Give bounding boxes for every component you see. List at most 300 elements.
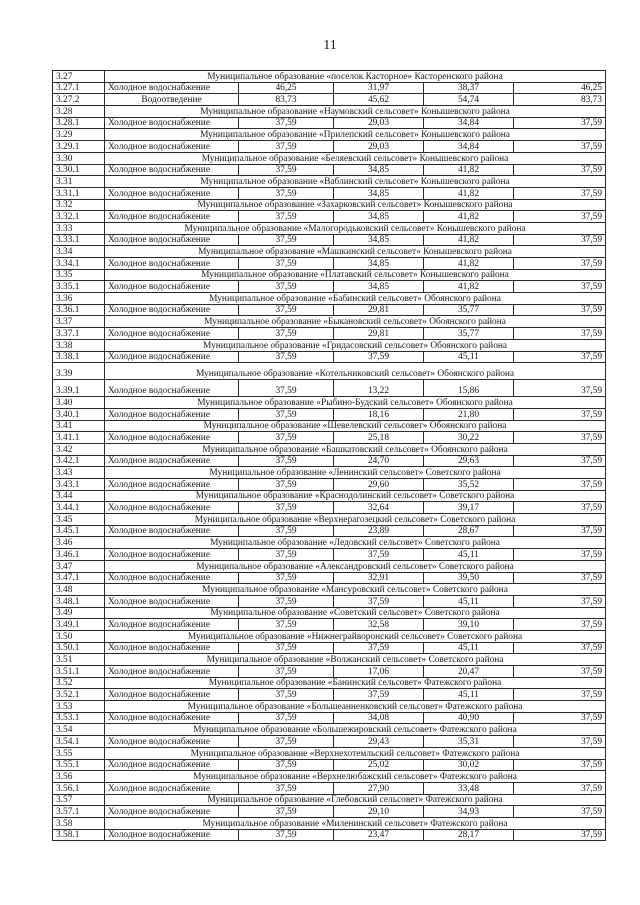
tariff-value-2: 32,91 bbox=[334, 572, 424, 584]
tariff-value-2: 37,59 bbox=[334, 549, 424, 561]
tariff-value-4: 37,59 bbox=[514, 258, 606, 270]
tariff-value-1: 37,59 bbox=[239, 549, 334, 561]
table-row bbox=[53, 736, 606, 748]
section-number: 3.53 bbox=[53, 701, 105, 713]
tariff-value-3: 34,84 bbox=[424, 117, 514, 129]
row-number: 3.57.1 bbox=[53, 806, 105, 818]
tariff-value-1: 37,59 bbox=[239, 525, 334, 537]
tariff-value-2: 25,18 bbox=[334, 432, 424, 444]
tariff-value-3: 35,52 bbox=[424, 479, 514, 491]
tariff-value-3: 35,77 bbox=[424, 304, 514, 316]
service-name: Холодное водоснабжение bbox=[105, 164, 239, 176]
tariff-value-3: 34,84 bbox=[424, 141, 514, 153]
section-row bbox=[53, 654, 606, 666]
section-number: 3.27 bbox=[53, 71, 105, 83]
table-row bbox=[53, 432, 606, 444]
section-title: Муниципальное образование «Александровский сельсовет» Советского района bbox=[105, 560, 606, 572]
section-number: 3.49 bbox=[53, 607, 105, 619]
tariff-value-2: 31,97 bbox=[334, 82, 424, 94]
tariff-value-1: 37,59 bbox=[239, 806, 334, 818]
tariff-value-2: 37,59 bbox=[334, 351, 424, 363]
tariff-value-3: 33,48 bbox=[424, 782, 514, 794]
tariff-value-2: 37,59 bbox=[334, 642, 424, 654]
tariff-value-4: 37,59 bbox=[514, 619, 606, 631]
tariff-value-3: 29,63 bbox=[424, 455, 514, 467]
tariff-table-body bbox=[53, 71, 606, 841]
section-title: Муниципальное образование «Большежировский сельсовет» Фатежского района bbox=[105, 724, 606, 736]
tariff-value-4: 83,73 bbox=[514, 94, 606, 106]
tariff-value-3: 45,11 bbox=[424, 595, 514, 607]
section-number: 3.50 bbox=[53, 630, 105, 642]
tariff-value-4: 46,25 bbox=[514, 82, 606, 94]
row-number: 3.43.1 bbox=[53, 479, 105, 491]
tariff-value-4: 37,59 bbox=[514, 234, 606, 246]
tariff-value-1: 37,59 bbox=[239, 234, 334, 246]
row-number: 3.30.1 bbox=[53, 164, 105, 176]
section-number: 3.46 bbox=[53, 537, 105, 549]
tariff-value-2: 45,62 bbox=[334, 94, 424, 106]
section-title: Муниципальное образование «Глебовский сельсовет» Фатежского района bbox=[105, 794, 606, 806]
tariff-value-2: 34,85 bbox=[334, 187, 424, 199]
section-row bbox=[53, 246, 606, 258]
section-title: Муниципальное образование «Наумовский сельсовет» Конышевского района bbox=[105, 106, 606, 118]
section-row bbox=[53, 339, 606, 351]
tariff-value-1: 37,59 bbox=[239, 782, 334, 794]
section-number: 3.39 bbox=[53, 363, 105, 380]
row-number: 3.39.1 bbox=[53, 380, 105, 397]
section-row bbox=[53, 607, 606, 619]
section-title: Муниципальное образование «Миленинский сельсовет» Фатежского района bbox=[105, 817, 606, 829]
table-row bbox=[53, 187, 606, 199]
tariff-value-4: 37,59 bbox=[514, 117, 606, 129]
tariff-value-1: 37,59 bbox=[239, 328, 334, 340]
tariff-value-2: 34,85 bbox=[334, 164, 424, 176]
section-row bbox=[53, 269, 606, 281]
service-name: Холодное водоснабжение bbox=[105, 502, 239, 514]
table-row bbox=[53, 689, 606, 701]
section-number: 3.32 bbox=[53, 199, 105, 211]
tariff-value-4: 37,59 bbox=[514, 408, 606, 420]
service-name: Холодное водоснабжение bbox=[105, 281, 239, 293]
tariff-value-2: 29,81 bbox=[334, 304, 424, 316]
section-row bbox=[53, 630, 606, 642]
section-row bbox=[53, 584, 606, 596]
row-number: 3.33.1 bbox=[53, 234, 105, 246]
table-row bbox=[53, 479, 606, 491]
section-title: Муниципальное образование «Ваблинский сельсовет» Конышевского района bbox=[105, 176, 606, 188]
tariff-value-4: 37,59 bbox=[514, 432, 606, 444]
tariff-value-4: 37,59 bbox=[514, 806, 606, 818]
tariff-value-2: 29,43 bbox=[334, 736, 424, 748]
tariff-value-4: 37,59 bbox=[514, 455, 606, 467]
tariff-value-2: 23,47 bbox=[334, 829, 424, 841]
service-name: Холодное водоснабжение bbox=[105, 572, 239, 584]
table-row bbox=[53, 380, 606, 397]
service-name: Холодное водоснабжение bbox=[105, 141, 239, 153]
section-title: Муниципальное образование «Банинский сельсовет» Фатежского района bbox=[105, 677, 606, 689]
tariff-value-3: 20,47 bbox=[424, 666, 514, 678]
tariff-value-3: 30,02 bbox=[424, 759, 514, 771]
section-number: 3.52 bbox=[53, 677, 105, 689]
tariff-value-2: 18,16 bbox=[334, 408, 424, 420]
tariff-value-1: 37,59 bbox=[239, 164, 334, 176]
table-row bbox=[53, 502, 606, 514]
section-number: 3.30 bbox=[53, 152, 105, 164]
tariff-value-1: 37,59 bbox=[239, 642, 334, 654]
row-number: 3.40.1 bbox=[53, 408, 105, 420]
section-title: Муниципальное образование «Малогородьковский сельсовет» Конышевского района bbox=[105, 222, 606, 234]
tariff-value-2: 27,90 bbox=[334, 782, 424, 794]
service-name: Холодное водоснабжение bbox=[105, 619, 239, 631]
table-row bbox=[53, 328, 606, 340]
section-number: 3.57 bbox=[53, 794, 105, 806]
tariff-value-1: 37,59 bbox=[239, 380, 334, 397]
tariff-value-1: 37,59 bbox=[239, 712, 334, 724]
tariff-value-4: 37,59 bbox=[514, 141, 606, 153]
tariff-value-2: 29,10 bbox=[334, 806, 424, 818]
table-row bbox=[53, 712, 606, 724]
tariff-value-1: 37,59 bbox=[239, 432, 334, 444]
service-name: Холодное водоснабжение bbox=[105, 666, 239, 678]
section-row bbox=[53, 514, 606, 526]
section-title: Муниципальное образование «Рыбино-Будский сельсовет» Обоянского района bbox=[105, 397, 606, 409]
tariff-value-4: 37,59 bbox=[514, 164, 606, 176]
table-row bbox=[53, 82, 606, 94]
section-number: 3.58 bbox=[53, 817, 105, 829]
tariff-value-4: 37,59 bbox=[514, 689, 606, 701]
tariff-value-4: 37,59 bbox=[514, 304, 606, 316]
section-row bbox=[53, 817, 606, 829]
tariff-value-4: 37,59 bbox=[514, 479, 606, 491]
tariff-value-3: 40,90 bbox=[424, 712, 514, 724]
section-row bbox=[53, 724, 606, 736]
section-number: 3.37 bbox=[53, 316, 105, 328]
section-row bbox=[53, 771, 606, 783]
tariff-value-1: 83,73 bbox=[239, 94, 334, 106]
table-row bbox=[53, 304, 606, 316]
tariff-value-2: 37,59 bbox=[334, 595, 424, 607]
section-number: 3.31 bbox=[53, 176, 105, 188]
tariff-value-2: 29,03 bbox=[334, 117, 424, 129]
tariff-value-3: 39,50 bbox=[424, 572, 514, 584]
tariff-value-4: 37,59 bbox=[514, 549, 606, 561]
section-row bbox=[53, 677, 606, 689]
tariff-value-1: 37,59 bbox=[239, 619, 334, 631]
row-number: 3.42.1 bbox=[53, 455, 105, 467]
section-number: 3.42 bbox=[53, 443, 105, 455]
tariff-value-2: 25,02 bbox=[334, 759, 424, 771]
table-row bbox=[53, 455, 606, 467]
tariff-table bbox=[52, 70, 606, 841]
section-row bbox=[53, 71, 606, 83]
section-row bbox=[53, 222, 606, 234]
tariff-value-2: 34,85 bbox=[334, 234, 424, 246]
section-number: 3.41 bbox=[53, 420, 105, 432]
row-number: 3.35.1 bbox=[53, 281, 105, 293]
tariff-value-1: 37,59 bbox=[239, 736, 334, 748]
section-title: Муниципальное образование «Ленинский сельсовет» Советского района bbox=[105, 467, 606, 479]
section-number: 3.43 bbox=[53, 467, 105, 479]
tariff-value-4: 37,59 bbox=[514, 782, 606, 794]
section-row bbox=[53, 794, 606, 806]
service-name: Холодное водоснабжение bbox=[105, 82, 239, 94]
service-name: Холодное водоснабжение bbox=[105, 117, 239, 129]
section-number: 3.35 bbox=[53, 269, 105, 281]
tariff-value-3: 35,31 bbox=[424, 736, 514, 748]
row-number: 3.27.1 bbox=[53, 82, 105, 94]
table-row bbox=[53, 351, 606, 363]
section-row bbox=[53, 701, 606, 713]
tariff-value-2: 34,85 bbox=[334, 281, 424, 293]
table-row bbox=[53, 806, 606, 818]
row-number: 3.56.1 bbox=[53, 782, 105, 794]
service-name: Холодное водоснабжение bbox=[105, 351, 239, 363]
table-row bbox=[53, 782, 606, 794]
tariff-value-1: 37,59 bbox=[239, 829, 334, 841]
section-title: Муниципальное образование «Краснодолинский сельсовет» Советского района bbox=[105, 490, 606, 502]
section-row bbox=[53, 747, 606, 759]
section-row bbox=[53, 316, 606, 328]
page-number: 11 bbox=[323, 38, 337, 53]
tariff-value-4: 37,59 bbox=[514, 328, 606, 340]
row-number: 3.48.1 bbox=[53, 595, 105, 607]
tariff-value-3: 45,11 bbox=[424, 642, 514, 654]
service-name: Холодное водоснабжение bbox=[105, 829, 239, 841]
service-name: Холодное водоснабжение bbox=[105, 432, 239, 444]
service-name: Холодное водоснабжение bbox=[105, 595, 239, 607]
section-title: Муниципальное образование «Волжанский сельсовет» Советского района bbox=[105, 654, 606, 666]
tariff-value-2: 29,60 bbox=[334, 479, 424, 491]
section-row bbox=[53, 397, 606, 409]
row-number: 3.28.1 bbox=[53, 117, 105, 129]
table-row bbox=[53, 572, 606, 584]
section-number: 3.55 bbox=[53, 747, 105, 759]
service-name: Холодное водоснабжение bbox=[105, 642, 239, 654]
tariff-value-2: 24,70 bbox=[334, 455, 424, 467]
table-row bbox=[53, 234, 606, 246]
tariff-value-3: 15,86 bbox=[424, 380, 514, 397]
service-name: Холодное водоснабжение bbox=[105, 525, 239, 537]
tariff-value-4: 37,59 bbox=[514, 759, 606, 771]
tariff-value-1: 37,59 bbox=[239, 141, 334, 153]
service-name: Холодное водоснабжение bbox=[105, 234, 239, 246]
section-title: Муниципальное образование «Верхнерагозецкий сельсовет» Советского района bbox=[105, 514, 606, 526]
row-number: 3.32.1 bbox=[53, 211, 105, 223]
row-number: 3.46.1 bbox=[53, 549, 105, 561]
section-number: 3.28 bbox=[53, 106, 105, 118]
section-row bbox=[53, 363, 606, 380]
tariff-value-4: 37,59 bbox=[514, 736, 606, 748]
row-number: 3.52.1 bbox=[53, 689, 105, 701]
section-row bbox=[53, 199, 606, 211]
tariff-value-1: 37,59 bbox=[239, 281, 334, 293]
section-title: Муниципальное образование «Прилепский сельсовет» Конышевского района bbox=[105, 129, 606, 141]
service-name: Холодное водоснабжение bbox=[105, 549, 239, 561]
row-number: 3.49.1 bbox=[53, 619, 105, 631]
tariff-value-4: 37,59 bbox=[514, 666, 606, 678]
tariff-value-4: 37,59 bbox=[514, 211, 606, 223]
section-number: 3.44 bbox=[53, 490, 105, 502]
row-number: 3.38.1 bbox=[53, 351, 105, 363]
table-row bbox=[53, 619, 606, 631]
tariff-value-2: 34,85 bbox=[334, 258, 424, 270]
service-name: Холодное водоснабжение bbox=[105, 328, 239, 340]
row-number: 3.37.1 bbox=[53, 328, 105, 340]
row-number: 3.27.2 bbox=[53, 94, 105, 106]
tariff-value-1: 37,59 bbox=[239, 689, 334, 701]
tariff-value-1: 37,59 bbox=[239, 502, 334, 514]
table-row bbox=[53, 141, 606, 153]
section-title: Муниципальное образование «Быкановский сельсовет» Обоянского района bbox=[105, 316, 606, 328]
section-number: 3.56 bbox=[53, 771, 105, 783]
tariff-value-2: 37,59 bbox=[334, 689, 424, 701]
tariff-value-1: 37,59 bbox=[239, 479, 334, 491]
section-title: Муниципальное образование «Платавский сельсовет» Конышевского района bbox=[105, 269, 606, 281]
section-title: Муниципальное образование «Гридасовский сельсовет» Обоянского района bbox=[105, 339, 606, 351]
tariff-value-1: 37,59 bbox=[239, 304, 334, 316]
tariff-value-4: 37,59 bbox=[514, 829, 606, 841]
table-row bbox=[53, 666, 606, 678]
tariff-value-1: 37,59 bbox=[239, 759, 334, 771]
section-title: Муниципальное образование «Большеанненковский сельсовет» Фатежского района bbox=[105, 701, 606, 713]
service-name: Холодное водоснабжение bbox=[105, 211, 239, 223]
section-title: Муниципальное образование «Котельниковский сельсовет» Обоянского района bbox=[105, 363, 606, 380]
table-row bbox=[53, 117, 606, 129]
service-name: Холодное водоснабжение bbox=[105, 304, 239, 316]
section-title: Муниципальное образование «Шевелевский сельсовет» Обоянского района bbox=[105, 420, 606, 432]
tariff-value-1: 37,59 bbox=[239, 187, 334, 199]
service-name: Холодное водоснабжение bbox=[105, 187, 239, 199]
section-row bbox=[53, 176, 606, 188]
tariff-value-4: 37,59 bbox=[514, 187, 606, 199]
tariff-value-1: 37,59 bbox=[239, 408, 334, 420]
tariff-value-1: 37,59 bbox=[239, 117, 334, 129]
tariff-value-4: 37,59 bbox=[514, 712, 606, 724]
table-row bbox=[53, 408, 606, 420]
table-row bbox=[53, 525, 606, 537]
tariff-value-2: 32,58 bbox=[334, 619, 424, 631]
tariff-value-3: 41,82 bbox=[424, 187, 514, 199]
section-title: Муниципальное образование «Мансуровский сельсовет» Советского района bbox=[105, 584, 606, 596]
section-row bbox=[53, 420, 606, 432]
tariff-value-3: 45,11 bbox=[424, 549, 514, 561]
section-number: 3.45 bbox=[53, 514, 105, 526]
section-number: 3.34 bbox=[53, 246, 105, 258]
row-number: 3.34.1 bbox=[53, 258, 105, 270]
section-number: 3.54 bbox=[53, 724, 105, 736]
section-title: Муниципальное образование «Советский сельсовет» Советского района bbox=[105, 607, 606, 619]
tariff-value-4: 37,59 bbox=[514, 595, 606, 607]
section-title: Муниципальное образование «Бабинский сельсовет» Обоянского района bbox=[105, 293, 606, 305]
tariff-value-3: 34,93 bbox=[424, 806, 514, 818]
tariff-value-3: 30,22 bbox=[424, 432, 514, 444]
tariff-value-4: 37,59 bbox=[514, 351, 606, 363]
section-number: 3.38 bbox=[53, 339, 105, 351]
tariff-value-4: 37,59 bbox=[514, 642, 606, 654]
tariff-value-1: 46,25 bbox=[239, 82, 334, 94]
tariff-value-3: 35,77 bbox=[424, 328, 514, 340]
table-row bbox=[53, 94, 606, 106]
row-number: 3.41.1 bbox=[53, 432, 105, 444]
tariff-value-3: 39,10 bbox=[424, 619, 514, 631]
service-name: Холодное водоснабжение bbox=[105, 380, 239, 397]
section-row bbox=[53, 537, 606, 549]
table-row bbox=[53, 595, 606, 607]
section-number: 3.47 bbox=[53, 560, 105, 572]
table-row bbox=[53, 642, 606, 654]
table-row bbox=[53, 759, 606, 771]
section-row bbox=[53, 129, 606, 141]
section-number: 3.36 bbox=[53, 293, 105, 305]
section-title: Муниципальное образование «поселок Касторное» Касторенского района bbox=[105, 71, 606, 83]
tariff-value-3: 41,82 bbox=[424, 281, 514, 293]
section-title: Муниципальное образование «Беляевский сельсовет» Конышевского района bbox=[105, 152, 606, 164]
row-number: 3.45.1 bbox=[53, 525, 105, 537]
tariff-value-3: 38,37 bbox=[424, 82, 514, 94]
section-row bbox=[53, 560, 606, 572]
table-row bbox=[53, 549, 606, 561]
table-row bbox=[53, 829, 606, 841]
table-row bbox=[53, 281, 606, 293]
section-number: 3.29 bbox=[53, 129, 105, 141]
tariff-value-1: 37,59 bbox=[239, 455, 334, 467]
row-number: 3.54.1 bbox=[53, 736, 105, 748]
service-name: Холодное водоснабжение bbox=[105, 408, 239, 420]
tariff-value-1: 37,59 bbox=[239, 258, 334, 270]
tariff-value-2: 32,64 bbox=[334, 502, 424, 514]
row-number: 3.29.1 bbox=[53, 141, 105, 153]
tariff-value-3: 45,11 bbox=[424, 689, 514, 701]
section-title: Муниципальное образование «Башкатовский сельсовет» Обоянского района bbox=[105, 443, 606, 455]
service-name: Холодное водоснабжение bbox=[105, 712, 239, 724]
tariff-value-3: 41,82 bbox=[424, 164, 514, 176]
section-title: Муниципальное образование «Захарковский сельсовет» Конышевского района bbox=[105, 199, 606, 211]
tariff-value-3: 41,82 bbox=[424, 211, 514, 223]
section-number: 3.33 bbox=[53, 222, 105, 234]
row-number: 3.51.1 bbox=[53, 666, 105, 678]
tariff-value-2: 13,22 bbox=[334, 380, 424, 397]
section-number: 3.51 bbox=[53, 654, 105, 666]
service-name: Холодное водоснабжение bbox=[105, 736, 239, 748]
tariff-value-3: 39,17 bbox=[424, 502, 514, 514]
tariff-value-4: 37,59 bbox=[514, 281, 606, 293]
tariff-value-3: 28,17 bbox=[424, 829, 514, 841]
service-name: Холодное водоснабжение bbox=[105, 689, 239, 701]
tariff-value-1: 37,59 bbox=[239, 211, 334, 223]
tariff-value-4: 37,59 bbox=[514, 525, 606, 537]
service-name: Холодное водоснабжение bbox=[105, 258, 239, 270]
tariff-value-2: 29,03 bbox=[334, 141, 424, 153]
row-number: 3.36.1 bbox=[53, 304, 105, 316]
row-number: 3.31.1 bbox=[53, 187, 105, 199]
service-name: Холодное водоснабжение bbox=[105, 455, 239, 467]
section-title: Муниципальное образование «Нижнеграйворонский сельсовет» Советского района bbox=[105, 630, 606, 642]
tariff-value-4: 37,59 bbox=[514, 380, 606, 397]
tariff-value-4: 37,59 bbox=[514, 572, 606, 584]
section-row bbox=[53, 443, 606, 455]
tariff-value-2: 34,85 bbox=[334, 211, 424, 223]
row-number: 3.44.1 bbox=[53, 502, 105, 514]
tariff-value-2: 17,06 bbox=[334, 666, 424, 678]
section-title: Муниципальное образование «Верхнехотемльский сельсовет» Фатежского района bbox=[105, 747, 606, 759]
row-number: 3.50.1 bbox=[53, 642, 105, 654]
tariff-value-1: 37,59 bbox=[239, 595, 334, 607]
tariff-value-1: 37,59 bbox=[239, 351, 334, 363]
row-number: 3.53.1 bbox=[53, 712, 105, 724]
service-name: Холодное водоснабжение bbox=[105, 759, 239, 771]
tariff-value-3: 28,67 bbox=[424, 525, 514, 537]
table-row bbox=[53, 164, 606, 176]
